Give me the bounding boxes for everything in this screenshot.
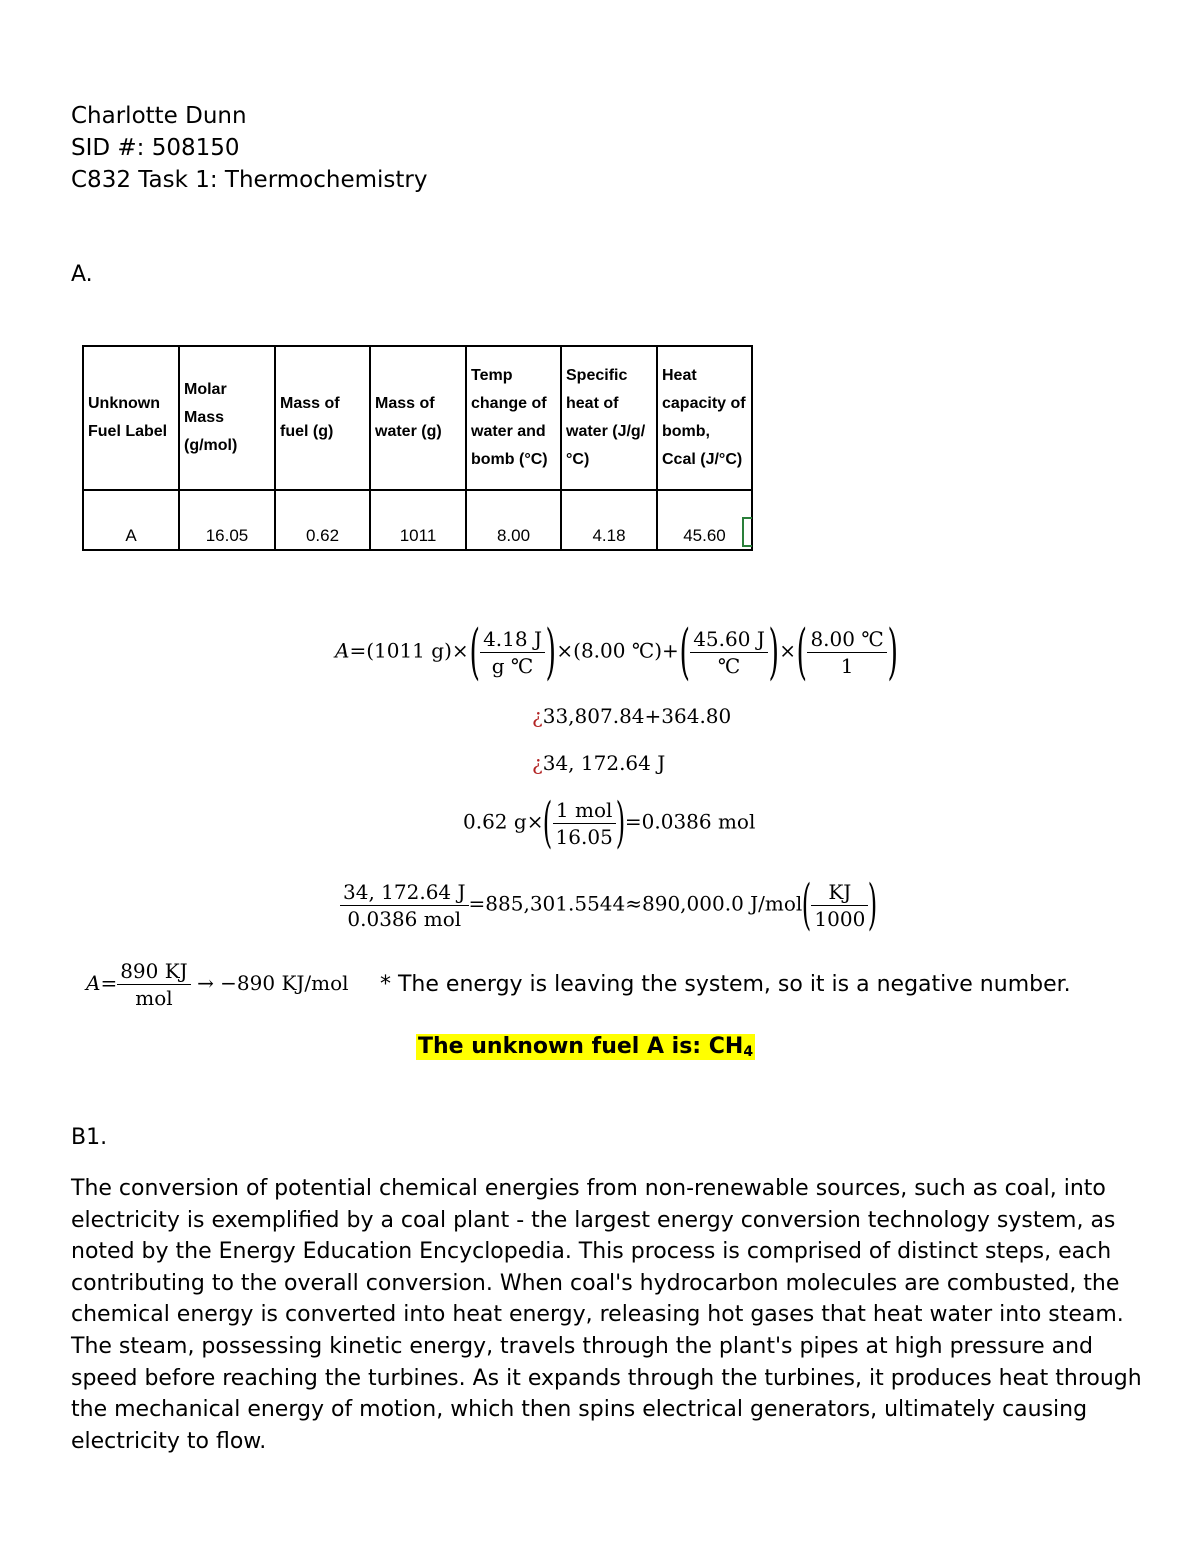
eq-fraction bbox=[553, 797, 616, 850]
eq-term: A= bbox=[335, 638, 367, 663]
table-header-cell: Heat capacity of bomb, Ccal (J/°C) bbox=[657, 346, 752, 490]
eq-term: × bbox=[451, 638, 469, 663]
table-header-cell: Molar Mass (g/mol) bbox=[179, 346, 275, 490]
equation-result-joules bbox=[532, 751, 665, 775]
section-b1-label: B1. bbox=[71, 1125, 108, 1150]
table-cell: 4.18 bbox=[561, 490, 657, 550]
eq-denominator: ℃ bbox=[717, 653, 741, 678]
eq-fraction bbox=[811, 879, 868, 932]
eq-symbol: ¿ bbox=[532, 751, 543, 775]
eq-denominator: 0.0386 mol bbox=[347, 906, 462, 931]
eq-numerator: 4.18 J bbox=[480, 626, 545, 653]
eq-denominator: 16.05 bbox=[555, 824, 613, 849]
equation-sum bbox=[532, 704, 731, 728]
eq-fraction bbox=[480, 626, 545, 679]
table-header-cell: Unknown Fuel Label bbox=[83, 346, 179, 490]
eq-term: =885,301.5544≈890,000.0 J/mol bbox=[468, 891, 803, 916]
eq-numerator: 8.00 ℃ bbox=[807, 626, 886, 653]
eq-fraction bbox=[340, 879, 469, 932]
eq-symbol: ¿ bbox=[532, 704, 543, 728]
eq-numerator: 1 mol bbox=[553, 797, 616, 824]
eq-denominator: 1 bbox=[840, 653, 854, 678]
eq-term: (1011 g) bbox=[366, 638, 452, 663]
equation-molar-enthalpy: $\frac{34, 172.64 J}{\text{0.0386 mol}}$ =885,301.5544≈890,000.0 J/mol( $\frac{KJ}{1000}$ ) bbox=[340, 878, 877, 932]
eq-numerator: KJ bbox=[811, 879, 868, 906]
table-cell: 8.00 bbox=[466, 490, 561, 550]
author-name: Charlotte Dunn bbox=[71, 103, 247, 129]
eq-denominator: mol bbox=[135, 986, 173, 1010]
eq-denominator: 1000 bbox=[814, 906, 866, 931]
eq-term: =0.0386 mol bbox=[624, 809, 756, 834]
equation-heat-total: A=(1011 g)×( $\frac{4.18 J}{g ℃}$ )×(8.00 ℃)+( $\frac{45.60 J}{℃}$ )×( $\frac{8.00 ℃}{1}$ ) bbox=[335, 617, 898, 687]
table-header-cell: Temp change of water and bomb (°C) bbox=[466, 346, 561, 490]
table-cell: A bbox=[83, 490, 179, 550]
task-title: C832 Task 1: Thermochemistry bbox=[71, 167, 428, 193]
table-cell: 16.05 bbox=[179, 490, 275, 550]
equation-final-kj bbox=[86, 958, 349, 1011]
table-cell: 45.60 bbox=[657, 490, 752, 550]
student-id: SID #: 508150 bbox=[71, 135, 240, 161]
eq-fraction bbox=[690, 626, 768, 679]
eq-numerator: 34, 172.64 J bbox=[340, 879, 469, 906]
table-header-cell: Mass of fuel (g) bbox=[275, 346, 370, 490]
eq-fraction bbox=[117, 958, 191, 1011]
cell-marker-bracket bbox=[742, 517, 752, 547]
answer-subscript: 4 bbox=[743, 1044, 754, 1060]
eq-term: A= bbox=[86, 971, 118, 995]
body-paragraph: The conversion of potential chemical energies from non-renewable sources, such as coal, into electricity is exemplified by a coal plant - the largest energy conversion technology system, as noted by the Energy Education Encyclopedia. This process is comprised of distinct steps, each contributing to the overall conversion. When coal's hydrocarbon molecules are combusted, the chemical energy is converted into heat energy, releasing hot gases that heat water into steam. The steam, possessing kinetic energy, travels through the plant's pipes at high pressure and speed before reaching the turbines. As it expands through the turbines, it produces heat through the mechanical energy of motion, which then spins electrical generators, ultimately causing electricity to flow. bbox=[71, 1176, 1142, 1454]
eq-term: → −890 KJ/mol bbox=[197, 971, 349, 995]
section-a-label: A. bbox=[71, 262, 93, 287]
table-cell: 1011 bbox=[370, 490, 466, 550]
energy-note: * The energy is leaving the system, so it is a negative number. bbox=[380, 972, 1071, 997]
eq-term: 0.62 g× bbox=[463, 809, 544, 834]
answer-text: The unknown fuel A is: CH bbox=[418, 1034, 744, 1059]
answer-highlight bbox=[416, 1034, 755, 1060]
eq-fraction bbox=[807, 626, 886, 679]
eq-numerator: 45.60 J bbox=[690, 626, 768, 653]
eq-denominator: g ℃ bbox=[491, 653, 534, 678]
fuel-data-table bbox=[82, 345, 753, 551]
eq-term: 34, 172.64 J bbox=[542, 751, 666, 775]
table-header-cell: Specific heat of water (J/g/°C) bbox=[561, 346, 657, 490]
eq-numerator: 890 KJ bbox=[117, 958, 191, 985]
table-cell: 0.62 bbox=[275, 490, 370, 550]
eq-term: × bbox=[779, 638, 797, 663]
table-header-cell: Mass of water (g) bbox=[370, 346, 466, 490]
eq-term: ×(8.00 ℃)+ bbox=[556, 638, 679, 663]
eq-term: 33,807.84+364.80 bbox=[542, 704, 732, 728]
equation-moles: 0.62 g×( $\frac{\text{1 mol}}{16.05}$ )=0.0386 mol bbox=[463, 791, 756, 854]
table-row bbox=[83, 490, 752, 550]
table-header-row bbox=[83, 346, 752, 490]
